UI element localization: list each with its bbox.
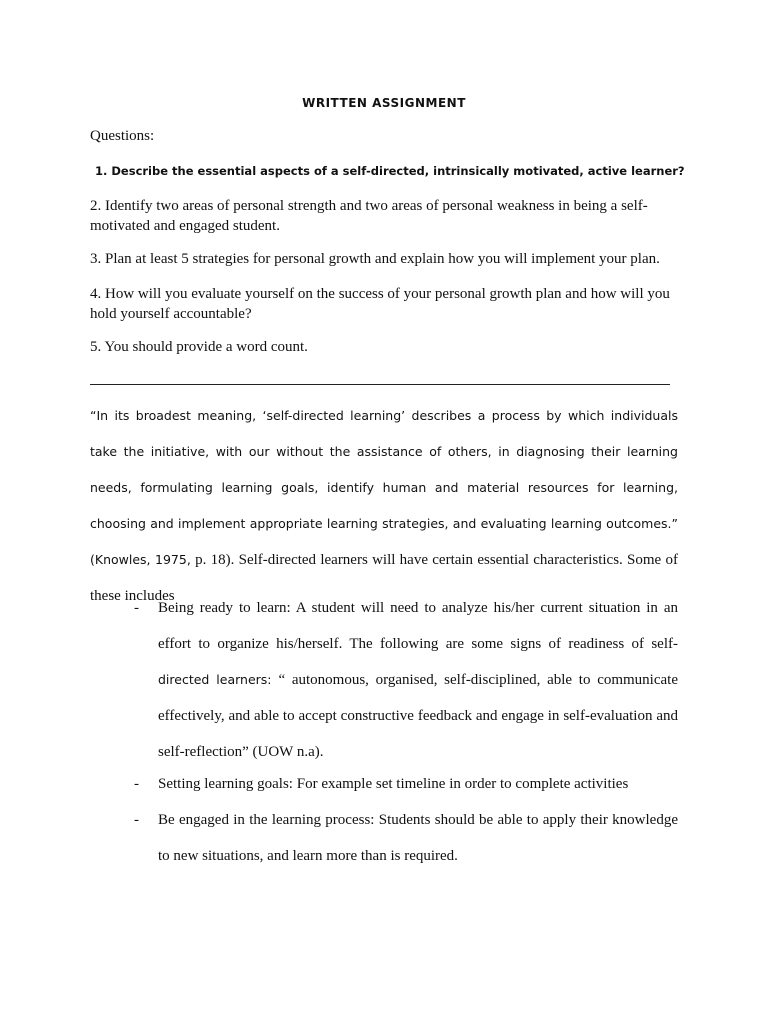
list-item-text: Setting learning goals: For example set timeline in order to complete activities: [158, 776, 629, 792]
question-3: 3. Plan at least 5 strategies for personal growth and explain how you will implement your plan.: [90, 251, 660, 267]
list-item-text: Be engaged in the learning process: Students should be able to apply their knowledge to new situations, and learn more than is required.: [158, 812, 678, 864]
question-2: 2. Identify two areas of personal strength and two areas of personal weakness in being a self-motivated and engaged student.: [90, 198, 648, 234]
bullet-dash: -: [134, 776, 139, 792]
paragraph-continuation: p. 18). Self-directed learners will have certain essential characteristics. Some of these includes: [90, 552, 678, 604]
knowles-quote: “In its broadest meaning, ‘self-directed learning’ describes a process by which individuals take the initiative, with our without the assistance of others, in diagnosing their learning needs, formulating learning goals, identify human and material resources for learning, choosing and implement appropriate learning strategies, and evaluating learning outcomes.” (Knowles, 1975,: [90, 408, 678, 567]
horizontal-divider: [90, 384, 670, 385]
intro-paragraph: [90, 398, 678, 614]
question-4: 4. How will you evaluate yourself on the success of your personal growth plan and how will you hold yourself accountable?: [90, 286, 670, 322]
questions-heading: Questions:: [90, 128, 155, 144]
question-1: 1. Describe the essential aspects of a self-directed, intrinsically motivated, active learner?: [95, 164, 685, 178]
question-5: 5. You should provide a word count.: [90, 339, 308, 355]
bullet-dash: -: [134, 812, 139, 828]
document-title: WRITTEN ASSIGNMENT: [302, 96, 466, 110]
bullet-dash: -: [134, 600, 139, 616]
list-item-text: Being ready to learn: A student will need to analyze his/her current situation in an effort to organize his/herself. The following are some signs of readiness of self- directed learners: “ autonomous, organised, self-disciplined, able to communicate effectively, and able to accept constructive feedback and engage in self-evaluation and self-reflection” (UOW n.a).: [158, 600, 678, 760]
